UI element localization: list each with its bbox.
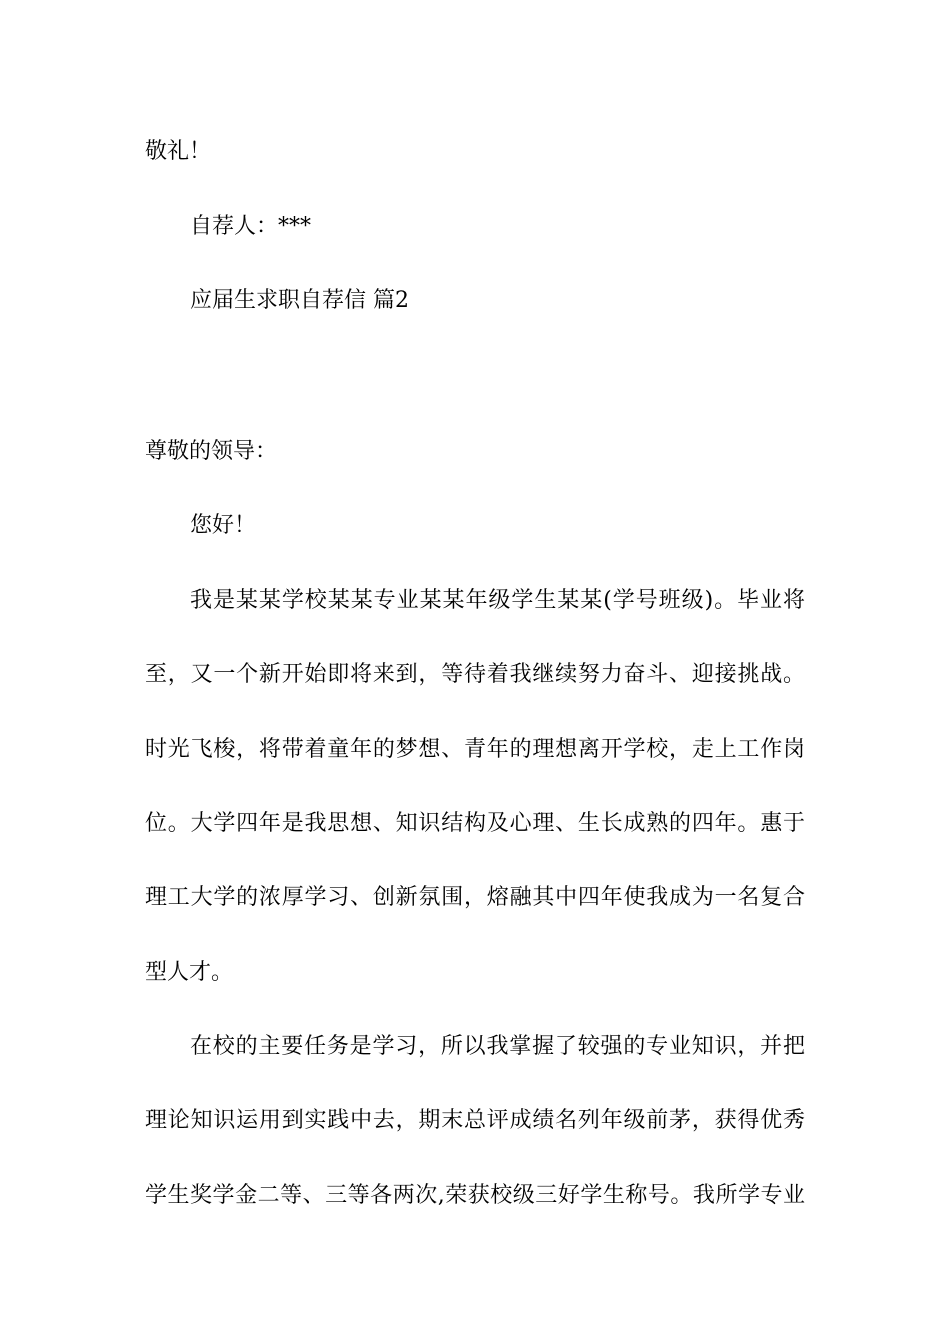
paragraph-line: 位。大学四年是我思想、知识结构及心理、生长成熟的四年。惠于 <box>145 811 805 836</box>
paragraph-line: 在校的主要任务是学习，所以我掌握了较强的专业知识，并把 <box>190 1034 805 1059</box>
paragraph-line: 至，又一个新开始即将来到，等待着我继续努力奋斗、迎接挑战。 <box>145 662 805 687</box>
paragraph-line: 型人才。 <box>145 960 234 985</box>
salutation-line: 尊敬的领导： <box>145 439 278 464</box>
signature-line: 自荐人：*** <box>190 214 312 239</box>
closing-line: 敬礼！ <box>145 139 212 164</box>
paragraph-line: 理论知识运用到实践中去，期末总评成绩名列年级前茅，获得优秀 <box>145 1108 805 1133</box>
paragraph-line: 时光飞梭，将带着童年的梦想、青年的理想离开学校，走上工作岗 <box>145 737 805 762</box>
paragraph-line: 理工大学的浓厚学习、创新氛围，熔融其中四年使我成为一名复合 <box>145 885 805 910</box>
paragraph-line: 我是某某学校某某专业某某年级学生某某(学号班级)。毕业将 <box>190 588 805 613</box>
paragraph-line: 学生奖学金二等、三等各两次,荣获校级三好学生称号。我所学专业 <box>145 1183 805 1208</box>
greeting-line: 您好！ <box>190 513 257 538</box>
section-heading: 应届生求职自荐信 篇2 <box>190 288 409 313</box>
